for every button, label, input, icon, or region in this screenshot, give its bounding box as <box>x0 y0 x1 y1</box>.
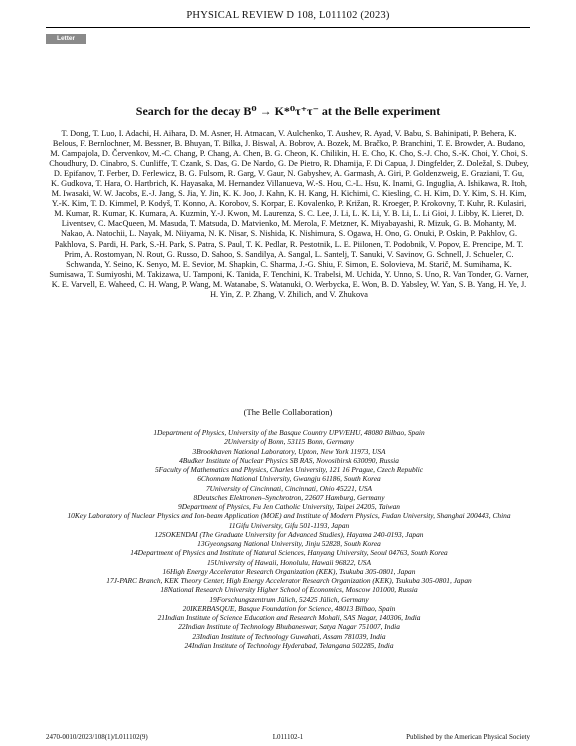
paper-title: Search for the decay B⁰ → K*⁰τ⁺τ⁻ at the Belle experiment <box>135 104 441 118</box>
affiliation: 22Indian Institute of Technology Bhubaneswar, Satya Nagar 751007, India <box>178 622 400 632</box>
affiliation: 15University of Hawaii, Honolulu, Hawaii 96822, USA <box>206 557 372 567</box>
affiliation: 12SOKENDAI (The Graduate University for Advanced Studies), Hayama 240-0193, Japan <box>154 529 424 539</box>
affiliation: 11Gifu University, Gifu 501-1193, Japan <box>228 520 350 530</box>
affiliation: 4Budker Institute of Nuclear Physics SB RAS, Novosibirsk 630090, Russia <box>179 455 399 465</box>
affiliation: 20IKERBASQUE, Basque Foundation for Science, 48013 Bilbao, Spain <box>182 603 396 613</box>
affiliation: 24Indian Institute of Technology Hyderabad, Telangana 502285, India <box>184 640 394 650</box>
author-list: T. Dong, T. Luo, I. Adachi, H. Aihara, D. M. Asner, H. Atmacan, V. Aulchenko, T. Aushev, R. Ayad, V. Babu, S. Bahinipati, P. Behera, K. Belous, F. Bernlochner, M. Bessner, B. Bhuyan, T. Bilka, J. Biswal, A. Bobrov, A. Bozek, M. Bračko, P. Branchini, T. E. Browder, A. Budano, M. Campajola, D. Červenkov, M.-C. Chang, P. Chang, A. Chen, B. G. Cheon, K. Chilikin, H. E. Cho, K. Cho, S.-J. Cho, S.-K. Choi, Y. Choi, S. Choudhury, D. Cinabro, S. Cunliffe, T. Czank, S. Das, G. De Nardo, G. De Pietro, R. Dhamija, F. Di Capua, J. Dingfelder, Z. Doležal, S. Dubey, D. Epifanov, T. Ferber, D. Ferlewicz, B. G. Fulsom, R. Garg, V. Gaur, N. Gabyshev, A. Garmash, A. Giri, P. Goldenzweig, E. Graziani, T. Gu, K. Gudkova, T. Hara, O. Hartbrich, K. Hayasaka, M. Hernandez Villanueva, W.-S. Hou, C.-L. Hsu, K. Inami, G. Inguglia, A. Ishikawa, R. Itoh, M. Iwasaki, W. W. Jacobs, E.-J. Jang, S. Jia, Y. Jin, K. K. Joo, J. Kahn, K. H. Kang, H. Kichimi, C. Kiesling, C. H. Kim, D. Y. Kim, S. H. Kim, Y.-K. Kim, T. D. Kimmel, P. Kodyš, T. Konno, A. Korobov, S. Korpar, E. Kovalenko, P. Križan, R. Kroeger, P. Krokovny, T. Kuhr, R. Kulasiri, M. Kumar, R. Kumar, K. Kumara, A. Kuzmin, Y.-J. Kwon, M. Laurenza, S. C. Lee, J. Li, L. K. Li, Y. B. Li, L. Li Gioi, J. Libby, K. Lieret, D. Liventsev, C. MacQueen, M. Masuda, T. Matsuda, D. Matvienko, M. Merola, F. Metzner, K. Miyabayashi, R. Mizuk, G. B. Mohanty, M. Nakao, A. Natochii, L. Nayak, M. Niiyama, N. K. Nisar, S. Nishida, K. Nishimura, S. Ogawa, H. Ono, G. Onuki, P. Oskin, P. Pakhlov, G. Pakhlova, S. Pardi, H. Park, S.-H. Park, S. Patra, S. Paul, T. K. Pedlar, R. Pestotnik, L. E. Piilonen, T. Podobnik, V. Popov, E. Prencipe, M. T. Prim, A. Rostomyan, N. Rout, G. Russo, D. Sahoo, S. Sandilya, A. Sangal, L. Santelj, T. Sanuki, V. Savinov, G. Schnell, J. Schueler, C. Schwanda, Y. Seino, K. Senyo, M. E. Sevior, M. Shapkin, C. Sharma, J.-G. Shiu, F. Simon, E. Solovieva, M. Starič, M. Sumihama, K. Sumisawa, T. Sumiyoshi, M. Takizawa, U. Tamponi, K. Tanida, F. Tenchini, K. Trabelsi, M. Uchida, Y. Unno, S. Uno, R. Van Tonder, G. Varner, K. E. Varvell, E. Waheed, C. H. Wang, P. Wang, M. Watanabe, S. Watanuki, O. Werbycka, E. Won, B. D. Yabsley, W. Yan, S. B. Yang, H. Ye, J. H. Yin, Z. P. Zhang, V. Zhilich, and V. Zhukova <box>49 129 529 299</box>
footer-issn: 2470-0010/2023/108(1)/L011102(9) <box>46 733 148 741</box>
footer-publisher: Published by the American Physical Society <box>406 733 530 741</box>
affiliation: 3Brookhaven National Laboratory, Upton, New York 11973, USA <box>192 446 386 456</box>
affiliation: 2University of Bonn, 53115 Bonn, Germany <box>224 437 354 447</box>
affiliation: 16High Energy Accelerator Research Organization (KEK), Tsukuba 305-0801, Japan <box>162 566 416 576</box>
affiliation-list <box>49 428 529 650</box>
header-rule <box>46 27 530 28</box>
journal-header: PHYSICAL REVIEW D 108, L011102 (2023) <box>186 10 390 21</box>
affiliation: 6Chonnam National University, Gwangju 61186, South Korea <box>197 474 381 484</box>
affiliation: 13Gyeongsang National University, Jinju 52828, South Korea <box>197 539 381 548</box>
affiliation: 14Department of Physics and Institute of Natural Sciences, Hanyang University, Seoul 04763, South Korea <box>130 548 448 558</box>
affiliation: 17J-PARC Branch, KEK Theory Center, High Energy Accelerator Research Organization (KEK), Tsukuba 305-0801, Japan <box>106 576 472 585</box>
affiliation: 23Indian Institute of Technology Guwahati, Assam 781039, India <box>192 631 386 641</box>
affiliation: 18National Research University Higher School of Economics, Moscow 101000, Russia <box>160 585 418 595</box>
affiliation: 5Faculty of Mathematics and Physics, Charles University, 121 16 Prague, Czech Republic <box>154 465 424 474</box>
affiliation: 1Department of Physics, University of the Basque Country UPV/EHU, 48080 Bilbao, Spain <box>153 428 425 437</box>
affiliation: 21Indian Institute of Science Education and Research Mohali, SAS Nagar, 140306, India <box>157 613 421 622</box>
affiliation: 10Key Laboratory of Nuclear Physics and Ion-beam Application (MOE) and Institute of Modern Physics, Fudan University, Shanghai 200443, China <box>67 511 511 521</box>
affiliation: 19Forschungszentrum Jülich, 52425 Jülich, Germany <box>209 594 369 604</box>
affiliation: 7University of Cincinnati, Cincinnati, Ohio 45221, USA <box>205 483 373 493</box>
collaboration-name: (The Belle Collaboration) <box>243 407 333 417</box>
footer-page-number: L011102-1 <box>272 733 304 741</box>
article-type-tag: Letter <box>46 34 86 44</box>
affiliation: 8Deutsches Elektronen–Synchrotron, 22607 Hamburg, Germany <box>193 492 385 502</box>
affiliation: 9Department of Physics, Fu Jen Catholic University, Taipei 24205, Taiwan <box>178 502 400 511</box>
